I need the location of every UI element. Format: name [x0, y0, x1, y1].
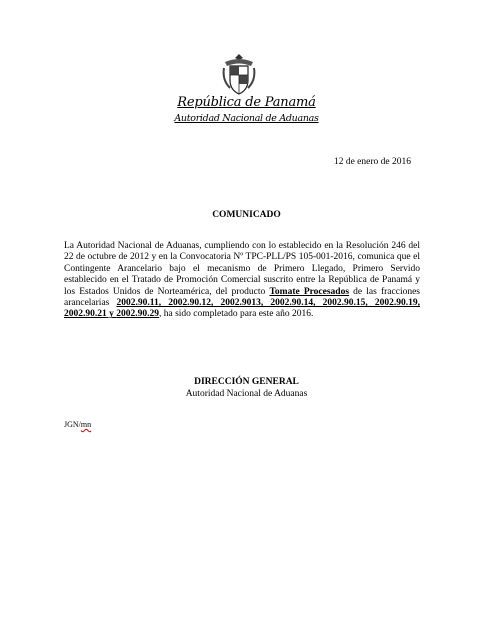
document-date: 12 de enero de 2016 [333, 157, 411, 167]
tariff-conjunction: y [106, 309, 117, 320]
author-initials: JGN/ [64, 420, 81, 429]
reference-initials [64, 420, 91, 429]
document-title: COMUNICADO [212, 210, 281, 220]
body-middle: de las fracciones arancelarias [64, 286, 420, 309]
tariff-code-last: 2002.90.29 [116, 309, 159, 320]
signature-org: Autoridad Nacional de Aduanas [185, 388, 308, 399]
tariff-codes: 2002.90.11, 2002.90.12, 2002.9013, 2002.90.14, 2002.90.15, 2002.90.19, 2002.90.21 [64, 298, 420, 320]
country-header: República de Panamá [177, 95, 316, 110]
agency-header: Autoridad Nacional de Aduanas [174, 113, 319, 124]
body-outro: , ha sido completado para este año 2016. [159, 309, 314, 320]
product-name: Tomate Procesados [269, 286, 350, 297]
signature-title: DIRECCIÓN GENERAL [194, 377, 299, 387]
signature-block [0, 377, 485, 400]
communique-body [64, 241, 420, 321]
coat-of-arms-icon [221, 52, 257, 96]
typist-initials: mn [80, 420, 92, 429]
body-intro: La Autoridad Nacional de Aduanas, cumpliendo con lo establecido en la Resolución 246 del 22 de octubre de 2012 y en la Convocatoria Nº TPC-PLL/PS 105-001-2016, comunica que el Contingente Arancelario bajo el mecanismo de Primero Llegado, Primero Servido establecido en el Tratado de Promoción Comercial suscrito entre la República de Panamá y los Estados Unidos de Norteamérica, del producto [64, 241, 420, 297]
